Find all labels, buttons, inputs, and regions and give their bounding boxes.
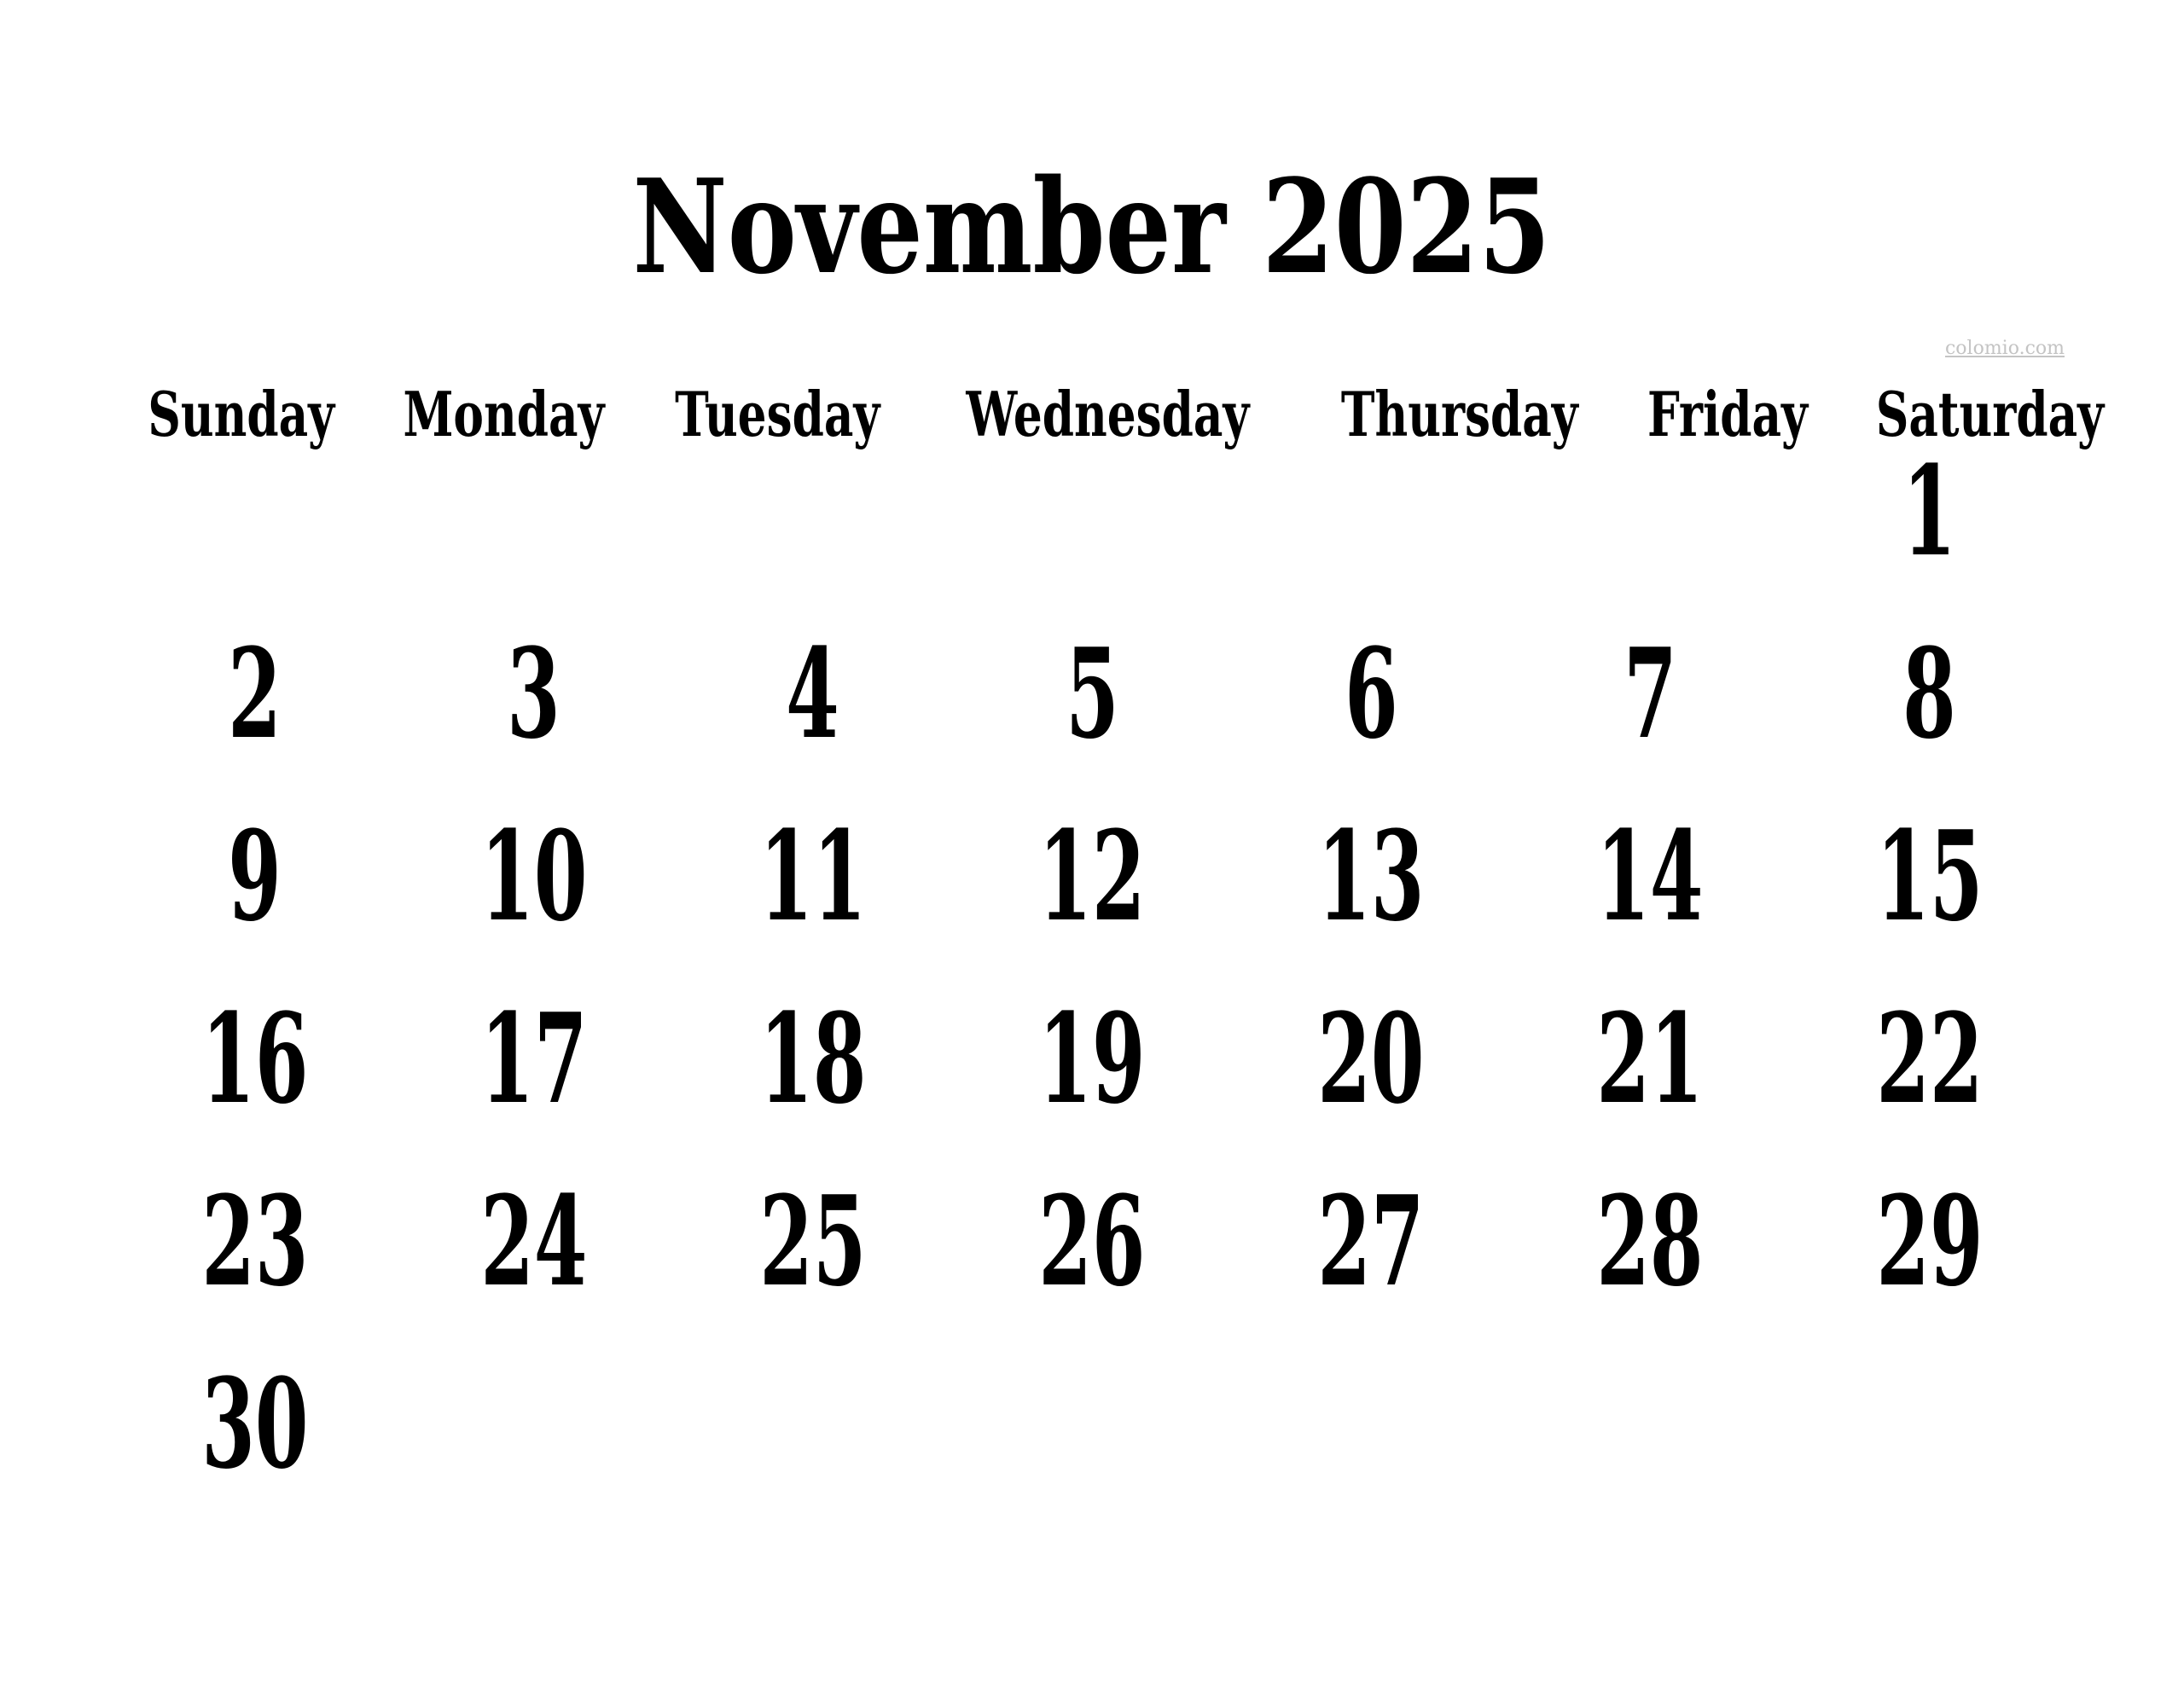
date-cell — [952, 786, 1231, 968]
date-number: 1 — [1902, 438, 1956, 584]
date-number: 22 — [1875, 986, 1983, 1132]
date-cell — [1511, 786, 1790, 968]
weekday-label: Thursday — [1340, 377, 1578, 450]
date-number: 12 — [1038, 803, 1146, 949]
page-title-text: November 2025 — [632, 150, 1552, 303]
date-number: 30 — [201, 1351, 309, 1497]
date-cell — [1232, 786, 1511, 968]
date-cell — [115, 1333, 394, 1516]
date-number: 3 — [507, 621, 561, 767]
weekday-label: Friday — [1647, 377, 1809, 450]
date-number: 5 — [1065, 621, 1119, 767]
date-number: 20 — [1317, 986, 1425, 1132]
date-number: 21 — [1596, 986, 1704, 1132]
date-cell — [394, 968, 673, 1151]
calendar-grid — [115, 420, 2069, 1516]
date-cell — [1511, 603, 1790, 786]
date-cell — [115, 786, 394, 968]
weekday-label: Saturday — [1876, 377, 2105, 450]
date-cell — [673, 420, 952, 603]
date-number: 4 — [786, 621, 840, 767]
date-cell — [673, 603, 952, 786]
date-cell — [1790, 1151, 2069, 1333]
date-cell — [1790, 786, 2069, 968]
date-cell — [952, 420, 1231, 603]
date-number: 7 — [1623, 621, 1677, 767]
date-number: 27 — [1317, 1168, 1425, 1314]
date-number: 11 — [759, 803, 867, 949]
date-number: 10 — [480, 803, 588, 949]
weekday-label: Monday — [402, 377, 604, 450]
date-cell — [673, 1333, 952, 1516]
weekday-label: Sunday — [148, 377, 335, 450]
date-cell — [1232, 968, 1511, 1151]
watermark-link[interactable]: colomio.com — [1944, 338, 2065, 359]
date-cell — [394, 420, 673, 603]
date-cell — [1511, 1333, 1790, 1516]
date-cell — [952, 1333, 1231, 1516]
date-cell — [673, 968, 952, 1151]
date-cell — [115, 1151, 394, 1333]
date-cell — [394, 603, 673, 786]
date-cell — [394, 1151, 673, 1333]
date-cell — [394, 786, 673, 968]
date-number: 26 — [1038, 1168, 1146, 1314]
date-number: 23 — [201, 1168, 309, 1314]
date-cell — [115, 603, 394, 786]
date-cell — [1232, 420, 1511, 603]
date-cell — [1232, 603, 1511, 786]
date-cell — [1511, 1151, 1790, 1333]
date-number: 2 — [228, 621, 282, 767]
date-cell — [115, 420, 394, 603]
date-number: 14 — [1596, 803, 1704, 949]
date-number: 24 — [480, 1168, 588, 1314]
date-cell — [1790, 420, 2069, 603]
date-cell — [1790, 968, 2069, 1151]
date-number: 9 — [228, 803, 282, 949]
date-number: 15 — [1875, 803, 1983, 949]
date-number: 18 — [759, 986, 867, 1132]
date-cell — [952, 1151, 1231, 1333]
date-number: 28 — [1596, 1168, 1704, 1314]
date-number: 6 — [1344, 621, 1398, 767]
date-cell — [1511, 420, 1790, 603]
date-number: 13 — [1317, 803, 1425, 949]
date-number: 8 — [1902, 621, 1956, 767]
date-cell — [673, 1151, 952, 1333]
date-number: 17 — [480, 986, 588, 1132]
date-cell — [1232, 1151, 1511, 1333]
date-cell — [952, 968, 1231, 1151]
date-cell — [115, 968, 394, 1151]
date-number: 29 — [1875, 1168, 1983, 1314]
date-number: 16 — [201, 986, 309, 1132]
date-cell — [1790, 1333, 2069, 1516]
page-title — [0, 150, 2184, 303]
date-number: 19 — [1038, 986, 1146, 1132]
date-cell — [1511, 968, 1790, 1151]
weekday-label: Tuesday — [675, 377, 880, 450]
date-number: 25 — [759, 1168, 867, 1314]
date-cell — [1790, 603, 2069, 786]
date-cell — [1232, 1333, 1511, 1516]
date-cell — [952, 603, 1231, 786]
date-cell — [394, 1333, 673, 1516]
weekday-label: Wednesday — [966, 377, 1250, 450]
date-cell — [673, 786, 952, 968]
